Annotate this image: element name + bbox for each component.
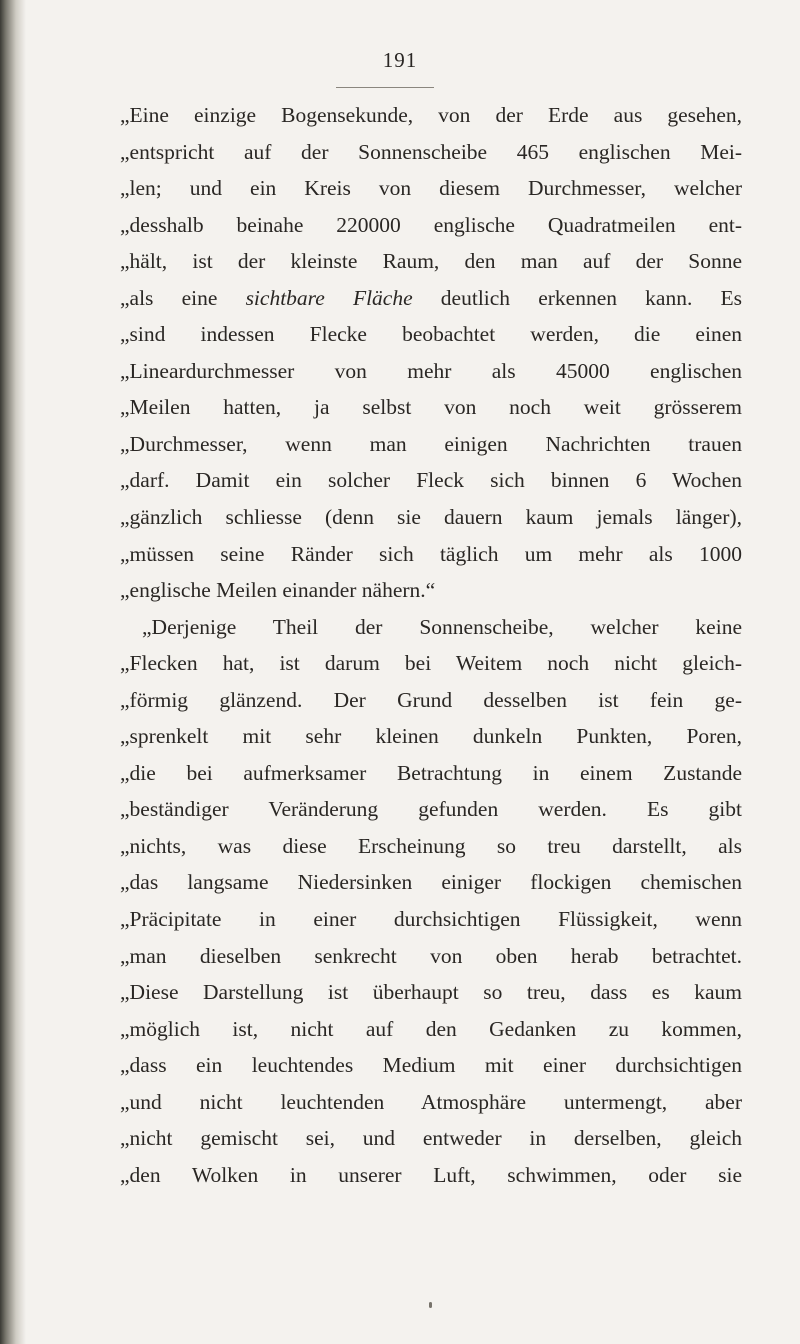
text-line: „förmig glänzend. Der Grund desselben ist fein ge- (120, 687, 742, 712)
body-text (120, 97, 742, 1193)
text-line: „beständiger Veränderung gefunden werden. Es gibt (120, 797, 742, 822)
text-line: „desshalb beinahe 220000 englische Quadratmeilen ent- (120, 212, 742, 237)
text-line: „sprenkelt mit sehr kleinen dunkeln Punkten, Poren, (120, 724, 742, 749)
text-line: „das langsame Niedersinken einiger flockigen chemischen (120, 870, 742, 895)
paragraph-start-line: „Derjenige Theil der Sonnenscheibe, welcher keine (142, 614, 742, 639)
text-line-with-emphasis (120, 280, 742, 317)
text-line: „Präcipitate in einer durchsichtigen Flüssigkeit, wenn (120, 907, 742, 932)
text-line: „Meilen hatten, ja selbst von noch weit grösserem (120, 395, 742, 420)
text-line: „gänzlich schliesse (denn sie dauern kaum jemals länger), (120, 505, 742, 530)
text-line: „englische Meilen einander nähern.“ (120, 578, 436, 603)
text-line: „Durchmesser, wenn man einigen Nachrichten trauen (120, 431, 742, 456)
text-segment: deutlich erkennen kann. Es (412, 285, 742, 310)
text-line: „hält, ist der kleinste Raum, den man auf der Sonne (120, 249, 742, 274)
text-line: „darf. Damit ein solcher Fleck sich binnen 6 Wochen (120, 468, 742, 493)
book-binding-shadow (0, 0, 26, 1344)
ink-speck (429, 1302, 432, 1308)
text-line: „Lineardurchmesser von mehr als 45000 englischen (120, 358, 742, 383)
text-line: „dass ein leuchtendes Medium mit einer durchsichtigen (120, 1053, 742, 1078)
page-number: 191 (382, 48, 418, 72)
text-line: „und nicht leuchtenden Atmosphäre untermengt, aber (120, 1089, 742, 1114)
header-rule (336, 87, 434, 88)
text-line: „den Wolken in unserer Luft, schwimmen, oder sie (120, 1162, 742, 1187)
text-line: „die bei aufmerksamer Betrachtung in einem Zustande (120, 760, 742, 785)
text-line: „sind indessen Flecke beobachtet werden, die einen (120, 322, 742, 347)
text-line: „nichts, was diese Erscheinung so treu darstellt, als (120, 833, 742, 858)
text-line: „müssen seine Ränder sich täglich um mehr als 1000 (120, 541, 742, 566)
text-line: „Eine einzige Bogensekunde, von der Erde aus gesehen, (120, 103, 742, 127)
text-line: „len; und ein Kreis von diesem Durchmesser, welcher (120, 176, 742, 201)
text-line: „entspricht auf der Sonnenscheibe 465 englischen Mei- (120, 139, 742, 164)
text-line: „Diese Darstellung ist überhaupt so treu, dass es kaum (120, 980, 742, 1005)
emphasized-phrase: sichtbare Fläche (245, 285, 413, 310)
text-line: „möglich ist, nicht auf den Gedanken zu kommen, (120, 1016, 742, 1041)
text-line: „man dieselben senkrecht von oben herab betrachtet. (120, 943, 742, 968)
text-segment: „als eine (120, 285, 246, 310)
text-line: „nicht gemischt sei, und entweder in derselben, gleich (120, 1126, 742, 1151)
text-line: „Flecken hat, ist darum bei Weitem noch nicht gleich- (120, 651, 742, 676)
